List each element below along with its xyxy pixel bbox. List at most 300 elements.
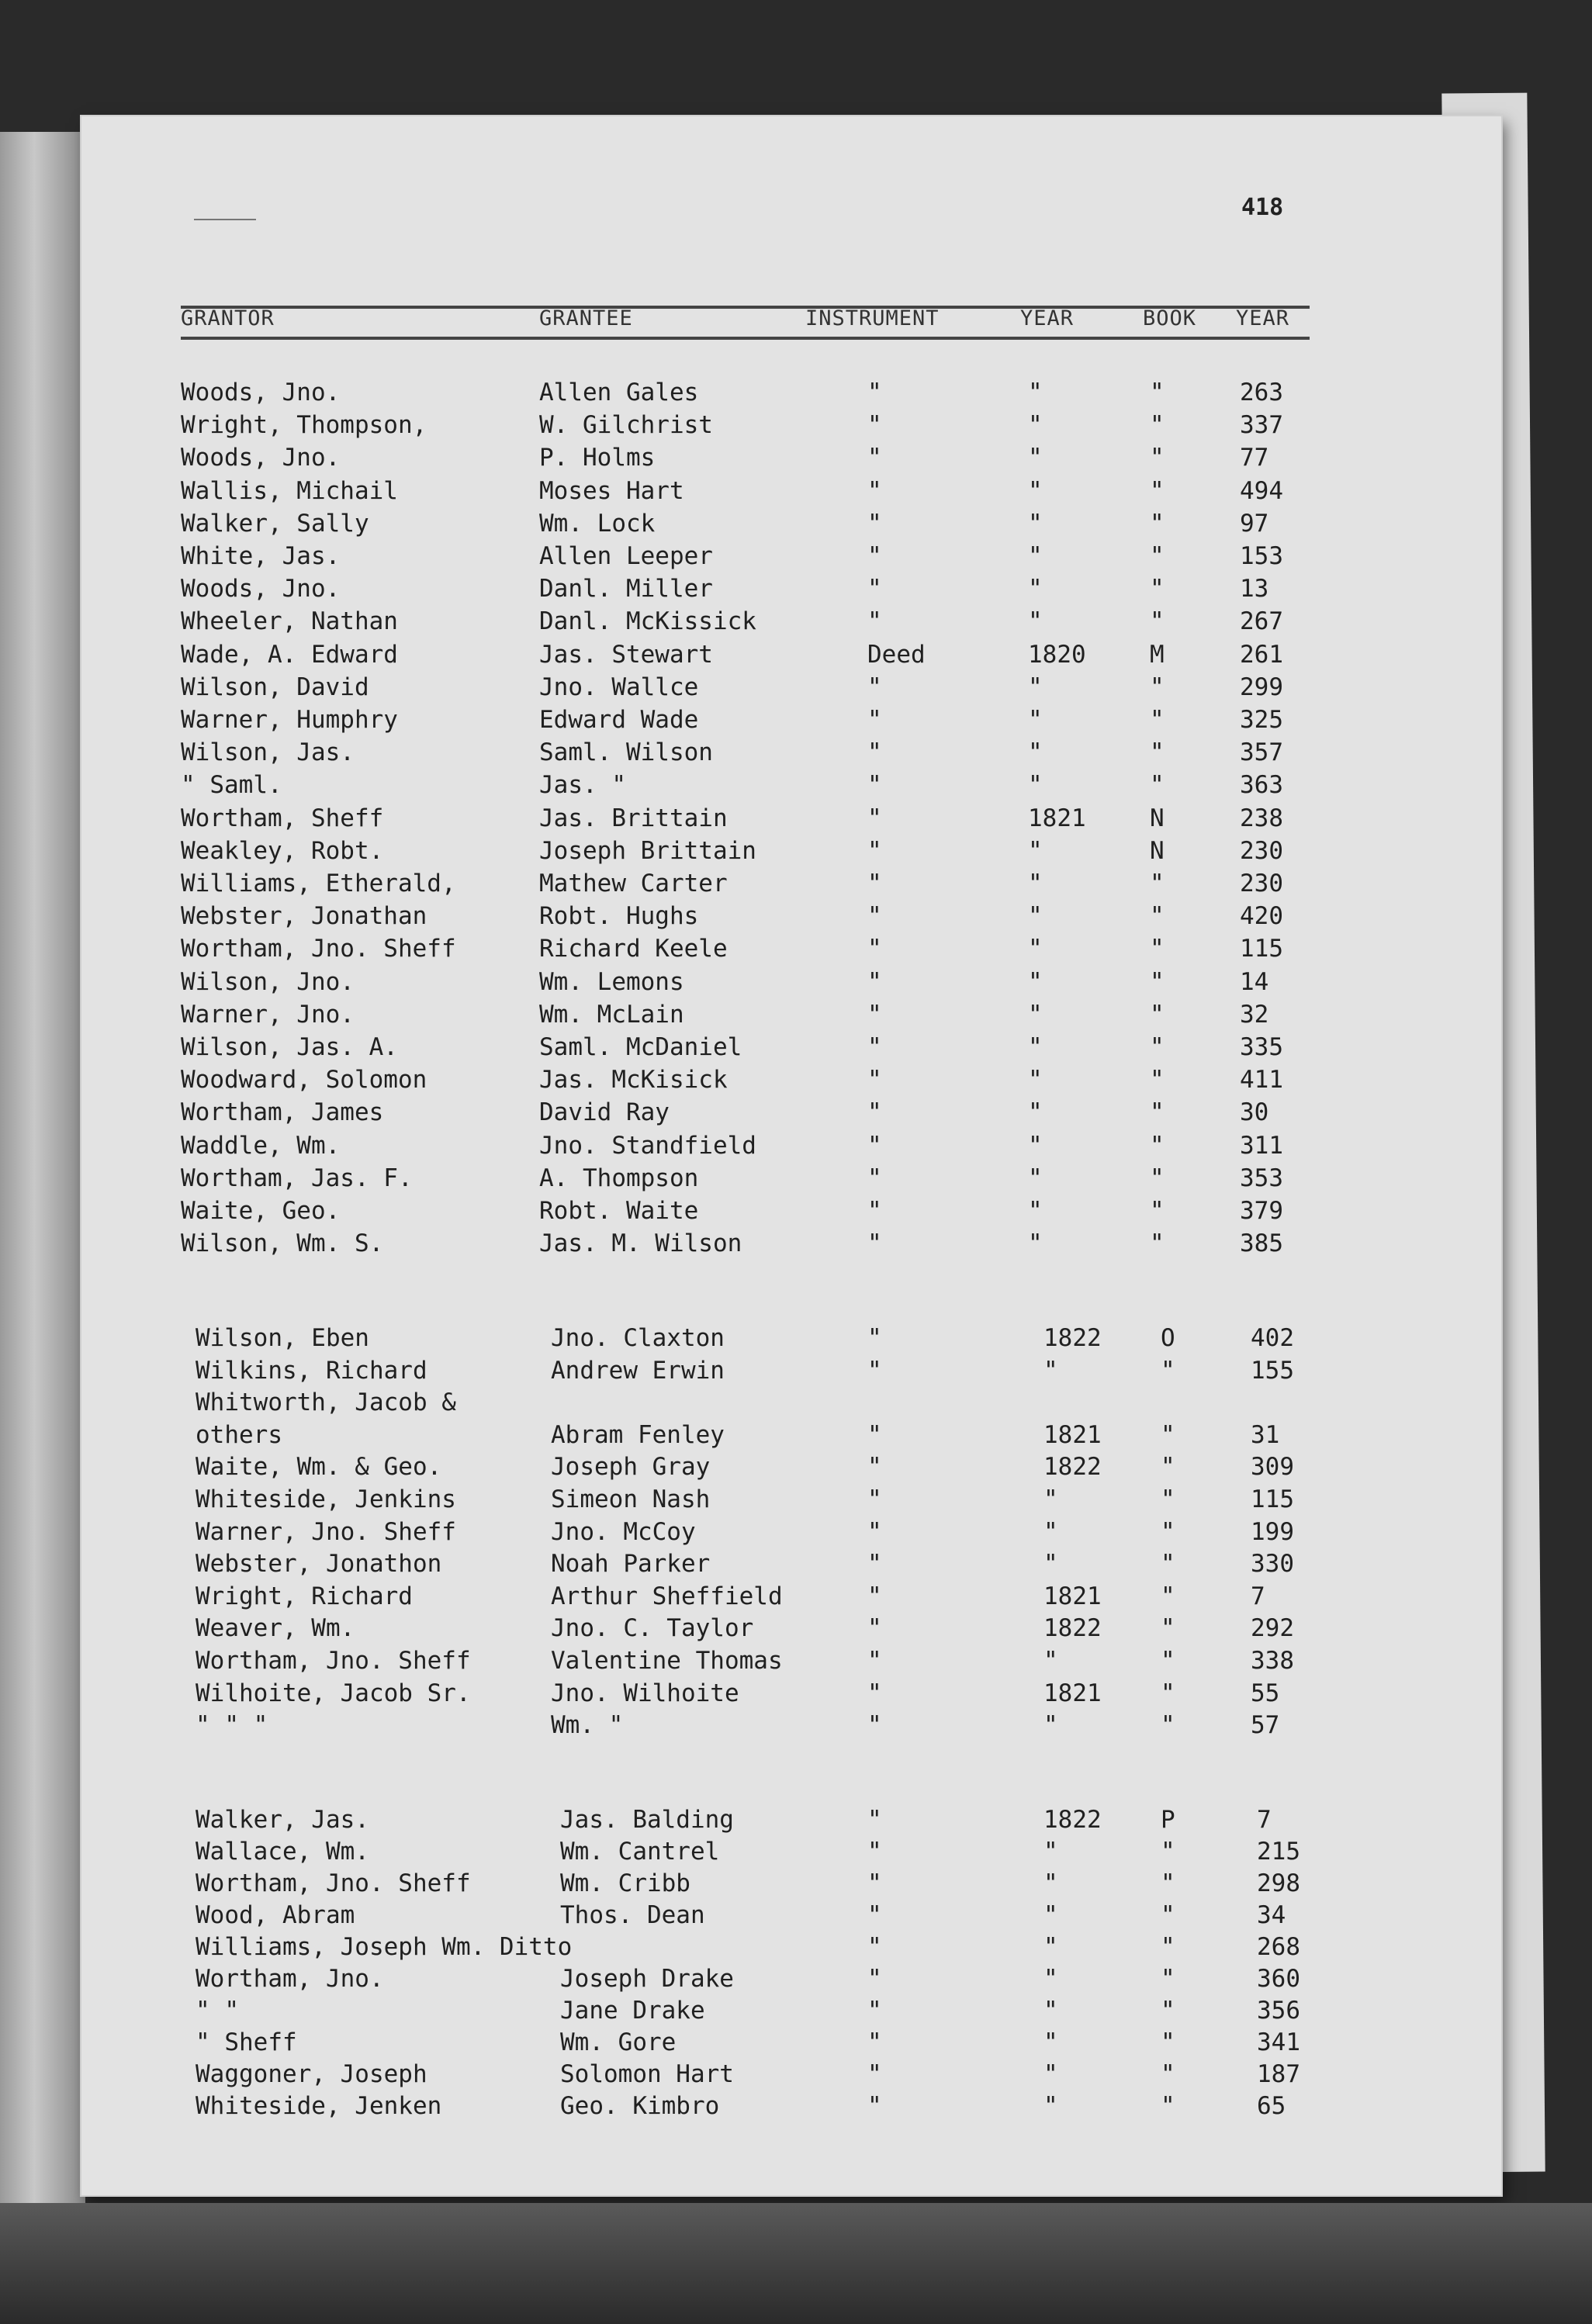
- table-row: [0, 1066, 1592, 1098]
- grantee-cell: Andrew Erwin: [551, 1357, 725, 1385]
- table-row: [0, 1550, 1592, 1582]
- instrument-cell: ": [867, 1485, 882, 1513]
- table-row: [0, 1869, 1592, 1902]
- instrument-cell: ": [867, 510, 882, 538]
- year-cell: ": [1028, 1197, 1043, 1225]
- book-cell: ": [1161, 1933, 1175, 1961]
- year-cell: 1821: [1043, 1421, 1102, 1449]
- grantee-cell: Abram Fenley: [551, 1421, 725, 1449]
- page-cell: 65: [1257, 2092, 1286, 2120]
- header-grantee: GRANTEE: [539, 306, 633, 330]
- grantor-cell: Warner, Humphry: [181, 706, 398, 734]
- grantee-cell: Jas. ": [539, 771, 626, 799]
- grantor-cell: White, Jas.: [181, 542, 341, 570]
- grantor-cell: Wortham, Jno. Sheff: [181, 935, 456, 963]
- grantor-cell: Whiteside, Jenken: [196, 2092, 442, 2120]
- year-cell: ": [1043, 1901, 1058, 1929]
- grantee-cell: Joseph Gray: [551, 1453, 711, 1481]
- book-cell: ": [1161, 2060, 1175, 2088]
- book-cell: ": [1150, 935, 1165, 963]
- book-cell: ": [1150, 444, 1165, 472]
- page-cell: 385: [1240, 1229, 1283, 1257]
- year-cell: ": [1028, 1229, 1043, 1257]
- book-cell: O: [1161, 1324, 1175, 1352]
- book-cell: ": [1161, 1647, 1175, 1675]
- table-row: [0, 837, 1592, 870]
- year-cell: ": [1028, 477, 1043, 505]
- instrument-cell: ": [867, 902, 882, 930]
- table-row: [0, 1647, 1592, 1679]
- table-row: [0, 2060, 1592, 2093]
- instrument-cell: ": [867, 1197, 882, 1225]
- grantor-cell: Warner, Jno.: [181, 1001, 355, 1029]
- page-cell: 261: [1240, 641, 1283, 669]
- book-cell: ": [1161, 1614, 1175, 1642]
- table-row: [0, 935, 1592, 967]
- book-cell: ": [1150, 411, 1165, 439]
- grantee-cell: David Ray: [539, 1098, 670, 1126]
- table-row: [0, 1997, 1592, 2029]
- year-cell: ": [1028, 837, 1043, 865]
- grantor-cell: Wade, A. Edward: [181, 641, 398, 669]
- instrument-cell: ": [867, 837, 882, 865]
- page-cell: 292: [1251, 1614, 1294, 1642]
- table-row: [0, 1965, 1592, 1997]
- year-cell: ": [1028, 902, 1043, 930]
- year-cell: ": [1028, 870, 1043, 897]
- grantee-cell: Jas. Brittain: [539, 804, 728, 832]
- grantor-cell: Wilhoite, Jacob Sr.: [196, 1679, 471, 1707]
- grantee-cell: Valentine Thomas: [551, 1647, 783, 1675]
- instrument-cell: ": [867, 1679, 882, 1707]
- page-cell: 97: [1240, 510, 1269, 538]
- page-cell: 153: [1240, 542, 1283, 570]
- grantee-cell: Joseph Drake: [560, 1965, 734, 1993]
- page-number: 418: [1241, 194, 1284, 221]
- page-cell: 230: [1240, 837, 1283, 865]
- grantor-cell: Wilson, Jno.: [181, 968, 355, 996]
- grantor-cell: Wilson, Jas. A.: [181, 1033, 398, 1061]
- grantee-cell: Wm. Cantrel: [560, 1838, 720, 1866]
- year-cell: ": [1043, 1997, 1058, 2025]
- instrument-cell: ": [867, 1997, 882, 2025]
- book-cell: ": [1161, 1485, 1175, 1513]
- page-cell: 357: [1240, 738, 1283, 766]
- instrument-cell: ": [867, 1421, 882, 1449]
- grantor-cell: Wortham, James: [181, 1098, 384, 1126]
- grantor-cell: " " ": [196, 1711, 268, 1739]
- book-cell: ": [1161, 1838, 1175, 1866]
- table-row: [0, 1164, 1592, 1197]
- year-cell: 1822: [1043, 1324, 1102, 1352]
- grantee-cell: Jno. Standfield: [539, 1132, 756, 1160]
- page-cell: 34: [1257, 1901, 1286, 1929]
- year-cell: 1822: [1043, 1453, 1102, 1481]
- instrument-cell: ": [867, 738, 882, 766]
- page-cell: 230: [1240, 870, 1283, 897]
- table-row: [0, 1901, 1592, 1934]
- instrument-cell: ": [867, 1838, 882, 1866]
- table-row: [0, 1711, 1592, 1744]
- book-cell: ": [1150, 1001, 1165, 1029]
- book-cell: ": [1161, 1869, 1175, 1897]
- instrument-cell: ": [867, 542, 882, 570]
- grantee-cell: Wm. ": [551, 1711, 624, 1739]
- table-row: [0, 738, 1592, 771]
- grantee-cell: Danl. McKissick: [539, 607, 756, 635]
- year-cell: ": [1043, 2028, 1058, 2056]
- year-cell: ": [1043, 1869, 1058, 1897]
- grantor-cell: Waite, Geo.: [181, 1197, 341, 1225]
- instrument-cell: ": [867, 575, 882, 603]
- header-year: YEAR: [1020, 306, 1075, 330]
- table-row: [0, 1357, 1592, 1389]
- instrument-cell: ": [867, 477, 882, 505]
- page-cell: 309: [1251, 1453, 1294, 1481]
- book-cell: P: [1161, 1806, 1175, 1834]
- grantor-cell: Wortham, Jno. Sheff: [196, 1647, 471, 1675]
- book-cell: ": [1161, 1357, 1175, 1385]
- header-instrument: INSTRUMENT: [805, 306, 940, 330]
- year-cell: 1821: [1043, 1582, 1102, 1610]
- page-cell: 298: [1257, 1869, 1300, 1897]
- grantee-cell: Danl. Miller: [539, 575, 713, 603]
- year-cell: ": [1028, 935, 1043, 963]
- year-cell: 1821: [1028, 804, 1086, 832]
- grantor-cell: " ": [196, 1997, 239, 2025]
- year-cell: ": [1043, 1518, 1058, 1546]
- header-page: YEAR: [1236, 306, 1290, 330]
- instrument-cell: ": [867, 1453, 882, 1481]
- year-cell: ": [1043, 1485, 1058, 1513]
- grantor-cell: Waddle, Wm.: [181, 1132, 341, 1160]
- page-cell: 77: [1240, 444, 1269, 472]
- instrument-cell: ": [867, 870, 882, 897]
- year-cell: ": [1028, 444, 1043, 472]
- instrument-cell: ": [867, 1164, 882, 1192]
- table-row: [0, 1229, 1592, 1262]
- instrument-cell: ": [867, 771, 882, 799]
- page-cell: 335: [1240, 1033, 1283, 1061]
- book-cell: ": [1161, 1711, 1175, 1739]
- grantee-cell: W. Gilchrist: [539, 411, 713, 439]
- grantor-cell: Wheeler, Nathan: [181, 607, 398, 635]
- table-row: [0, 510, 1592, 542]
- grantor-cell: Warner, Jno. Sheff: [196, 1518, 456, 1546]
- book-cell: ": [1150, 1132, 1165, 1160]
- page-cell: 299: [1240, 673, 1283, 701]
- table-row: [0, 902, 1592, 935]
- instrument-cell: ": [867, 444, 882, 472]
- grantor-cell: Wilson, Jas.: [181, 738, 355, 766]
- page-cell: 14: [1240, 968, 1269, 996]
- page-cell: 155: [1251, 1357, 1294, 1385]
- book-cell: ": [1161, 1518, 1175, 1546]
- instrument-cell: ": [867, 1033, 882, 1061]
- header-grantor: GRANTOR: [181, 306, 275, 330]
- grantor-cell: Woodward, Solomon: [181, 1066, 427, 1094]
- instrument-cell: ": [867, 1933, 882, 1961]
- page-cell: 13: [1240, 575, 1269, 603]
- table-row: [0, 968, 1592, 1001]
- book-cell: ": [1150, 1033, 1165, 1061]
- grantee-cell: Moses Hart: [539, 477, 684, 505]
- instrument-cell: ": [867, 1901, 882, 1929]
- page-cell: 338: [1251, 1647, 1294, 1675]
- year-cell: ": [1043, 1357, 1058, 1385]
- instrument-cell: ": [867, 706, 882, 734]
- year-cell: ": [1043, 1838, 1058, 1866]
- grantee-cell: Arthur Sheffield: [551, 1582, 783, 1610]
- grantor-cell: " Saml.: [181, 771, 282, 799]
- instrument-cell: ": [867, 1324, 882, 1352]
- book-cell: ": [1161, 1997, 1175, 2025]
- instrument-cell: ": [867, 2060, 882, 2088]
- book-cell: ": [1161, 1965, 1175, 1993]
- grantee-cell: Robt. Hughs: [539, 902, 699, 930]
- instrument-cell: ": [867, 2092, 882, 2120]
- instrument-cell: ": [867, 1001, 882, 1029]
- page-cell: 268: [1257, 1933, 1300, 1961]
- book-cell: ": [1150, 870, 1165, 897]
- year-cell: ": [1043, 1550, 1058, 1578]
- book-cell: N: [1150, 804, 1165, 832]
- book-cell: ": [1161, 1901, 1175, 1929]
- instrument-cell: ": [867, 1614, 882, 1642]
- year-cell: ": [1028, 738, 1043, 766]
- grantee-cell: Saml. Wilson: [539, 738, 713, 766]
- grantor-cell: Wilkins, Richard: [196, 1357, 427, 1385]
- page-cell: 199: [1251, 1518, 1294, 1546]
- year-cell: ": [1028, 968, 1043, 996]
- instrument-cell: ": [867, 1582, 882, 1610]
- grantor-cell: Woods, Jno.: [181, 444, 341, 472]
- year-cell: ": [1028, 706, 1043, 734]
- grantor-cell: Wortham, Jas. F.: [181, 1164, 413, 1192]
- page-cell: 31: [1251, 1421, 1280, 1449]
- year-cell: 1820: [1028, 641, 1086, 669]
- table-row: [0, 641, 1592, 673]
- page-cell: 411: [1240, 1066, 1283, 1094]
- grantee-cell: Jane Drake: [560, 1997, 705, 2025]
- book-cell: ": [1150, 542, 1165, 570]
- year-cell: ": [1028, 411, 1043, 439]
- book-cell: ": [1150, 379, 1165, 406]
- book-cell: N: [1150, 837, 1165, 865]
- book-cell: ": [1150, 1164, 1165, 1192]
- year-cell: ": [1028, 1164, 1043, 1192]
- grantee-cell: Jno. C. Taylor: [551, 1614, 754, 1642]
- instrument-cell: ": [867, 1229, 882, 1257]
- book-cell: ": [1150, 771, 1165, 799]
- year-cell: ": [1043, 1933, 1058, 1961]
- page-cell: 7: [1257, 1806, 1272, 1834]
- grantor-cell: Weakley, Robt.: [181, 837, 384, 865]
- grantee-cell: Wm. Lock: [539, 510, 656, 538]
- grantee-cell: Mathew Carter: [539, 870, 728, 897]
- grantee-cell: Jno. McCoy: [551, 1518, 696, 1546]
- grantee-cell: Richard Keele: [539, 935, 728, 963]
- book-cell: ": [1150, 1066, 1165, 1094]
- grantee-cell: A. Thompson: [539, 1164, 699, 1192]
- table-row: [0, 771, 1592, 804]
- book-cell: ": [1150, 968, 1165, 996]
- grantee-cell: P. Holms: [539, 444, 656, 472]
- page-cell: 363: [1240, 771, 1283, 799]
- table-row: [0, 1098, 1592, 1131]
- page-cell: 379: [1240, 1197, 1283, 1225]
- year-cell: ": [1043, 1965, 1058, 1993]
- grantee-cell: Simeon Nash: [551, 1485, 711, 1513]
- year-cell: ": [1028, 1132, 1043, 1160]
- grantee-cell: Wm. Lemons: [539, 968, 684, 996]
- table-row: [0, 411, 1592, 444]
- grantee-cell: Wm. Cribb: [560, 1869, 690, 1897]
- table-row: [0, 1453, 1592, 1485]
- instrument-cell: ": [867, 968, 882, 996]
- page-cell: 402: [1251, 1324, 1294, 1352]
- book-cell: ": [1161, 1582, 1175, 1610]
- grantee-cell: Wm. Gore: [560, 2028, 677, 2056]
- instrument-cell: ": [867, 1132, 882, 1160]
- book-cell: ": [1161, 2028, 1175, 2056]
- page-cell: 267: [1240, 607, 1283, 635]
- year-cell: ": [1028, 1098, 1043, 1126]
- table-row: [0, 1933, 1592, 1966]
- page-cell: 311: [1240, 1132, 1283, 1160]
- page-cell: 115: [1251, 1485, 1294, 1513]
- page-cell: 263: [1240, 379, 1283, 406]
- book-cell: ": [1161, 1421, 1175, 1449]
- table-row: [0, 1132, 1592, 1164]
- year-cell: ": [1028, 510, 1043, 538]
- instrument-cell: ": [867, 1806, 882, 1834]
- grantor-cell: Wilson, Eben: [196, 1324, 369, 1352]
- grantee-cell: Robt. Waite: [539, 1197, 699, 1225]
- grantor-cell: Wallace, Wm.: [196, 1838, 369, 1866]
- page-cell: 325: [1240, 706, 1283, 734]
- grantor-cell: Whiteside, Jenkins: [196, 1485, 456, 1513]
- table-row: [0, 706, 1592, 738]
- grantee-cell: Thos. Dean: [560, 1901, 705, 1929]
- grantee-cell: Jas. McKisick: [539, 1066, 728, 1094]
- instrument-cell: ": [867, 411, 882, 439]
- year-cell: ": [1028, 542, 1043, 570]
- instrument-cell: Deed: [867, 641, 926, 669]
- grantee-cell: Jno. Wilhoite: [551, 1679, 739, 1707]
- page-cell: 215: [1257, 1838, 1300, 1866]
- grantee-cell: Jno. Claxton: [551, 1324, 725, 1352]
- grantor-cell: Williams, Joseph Wm. Ditto: [196, 1933, 573, 1961]
- book-cell: ": [1150, 477, 1165, 505]
- page-cell: 7: [1251, 1582, 1265, 1610]
- grantor-cell: Wood, Abram: [196, 1901, 355, 1929]
- table-row: [0, 1518, 1592, 1551]
- table-row: [0, 1421, 1592, 1454]
- page-cell: 55: [1251, 1679, 1280, 1707]
- book-cell: ": [1150, 607, 1165, 635]
- table-row: [0, 477, 1592, 510]
- year-cell: 1822: [1043, 1614, 1102, 1642]
- table-row: [0, 1485, 1592, 1518]
- book-cell: ": [1150, 575, 1165, 603]
- instrument-cell: ": [867, 1550, 882, 1578]
- year-cell: ": [1028, 771, 1043, 799]
- table-row: [0, 379, 1592, 411]
- grantor-cell: Wortham, Jno.: [196, 1965, 384, 1993]
- grantor-cell: Woods, Jno.: [181, 575, 341, 603]
- book-cell: ": [1161, 2092, 1175, 2120]
- grantor-cell: Wright, Thompson,: [181, 411, 427, 439]
- page-cell: 360: [1257, 1965, 1300, 1993]
- year-cell: 1822: [1043, 1806, 1102, 1834]
- page-cell: 30: [1240, 1098, 1269, 1126]
- year-cell: ": [1028, 1033, 1043, 1061]
- instrument-cell: ": [867, 1518, 882, 1546]
- table-row: [0, 1806, 1592, 1838]
- year-cell: ": [1028, 673, 1043, 701]
- year-cell: ": [1028, 607, 1043, 635]
- grantee-cell: Noah Parker: [551, 1550, 711, 1578]
- grantor-cell: Wortham, Sheff: [181, 804, 384, 832]
- table-row: [0, 1389, 1592, 1421]
- page-cell: 341: [1257, 2028, 1300, 2056]
- grantor-cell: Waite, Wm. & Geo.: [196, 1453, 442, 1481]
- instrument-cell: ": [867, 1066, 882, 1094]
- grantee-cell: Jas. Stewart: [539, 641, 713, 669]
- grantor-cell: Walker, Jas.: [196, 1806, 369, 1834]
- page-cell: 187: [1257, 2060, 1300, 2088]
- book-cell: ": [1161, 1679, 1175, 1707]
- book-cell: ": [1150, 510, 1165, 538]
- grantee-cell: Solomon Hart: [560, 2060, 734, 2088]
- year-cell: ": [1043, 2060, 1058, 2088]
- table-row: [0, 1838, 1592, 1870]
- grantor-cell: others: [196, 1421, 282, 1449]
- instrument-cell: ": [867, 1711, 882, 1739]
- grantor-cell: Wright, Richard: [196, 1582, 413, 1610]
- grantee-cell: Jas. M. Wilson: [539, 1229, 742, 1257]
- table-row: [0, 1679, 1592, 1712]
- table-row: [0, 575, 1592, 607]
- grantee-cell: Edward Wade: [539, 706, 699, 734]
- table-row: [0, 870, 1592, 902]
- instrument-cell: ": [867, 804, 882, 832]
- grantor-cell: " Sheff: [196, 2028, 297, 2056]
- page-cell: 32: [1240, 1001, 1269, 1029]
- table-row: [0, 1197, 1592, 1229]
- table-row: [0, 444, 1592, 476]
- instrument-cell: ": [867, 673, 882, 701]
- book-cell: ": [1161, 1453, 1175, 1481]
- year-cell: ": [1028, 1001, 1043, 1029]
- table-row: [0, 2028, 1592, 2061]
- page-cell: 494: [1240, 477, 1283, 505]
- grantor-cell: Wallis, Michail: [181, 477, 398, 505]
- book-cell: ": [1150, 902, 1165, 930]
- year-cell: ": [1043, 1647, 1058, 1675]
- grantor-cell: Webster, Jonathon: [196, 1550, 442, 1578]
- book-cell: ": [1150, 1197, 1165, 1225]
- instrument-cell: ": [867, 935, 882, 963]
- instrument-cell: ": [867, 1647, 882, 1675]
- instrument-cell: ": [867, 1357, 882, 1385]
- table-row: [0, 2092, 1592, 2125]
- grantor-cell: Weaver, Wm.: [196, 1614, 355, 1642]
- book-cell: ": [1150, 1229, 1165, 1257]
- table-row: [0, 1001, 1592, 1033]
- instrument-cell: ": [867, 2028, 882, 2056]
